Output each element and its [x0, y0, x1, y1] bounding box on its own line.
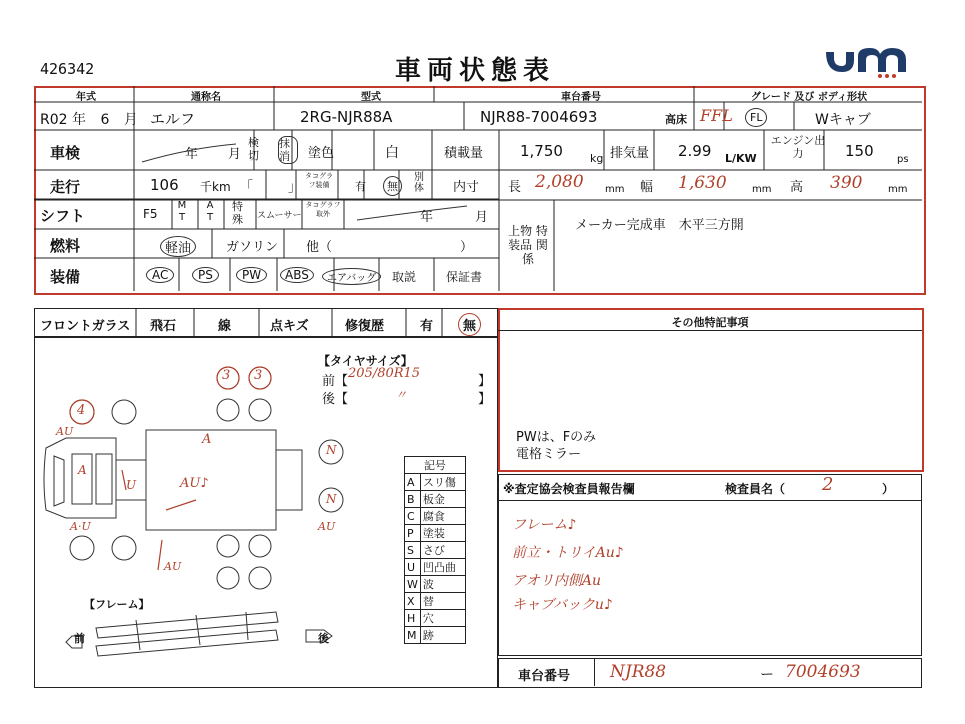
mileage-value: 106 — [150, 176, 179, 194]
bottom-chassis-dash: ー — [760, 667, 774, 683]
engine-output-label: エンジン出力 — [770, 134, 826, 160]
document-id: 426342 — [40, 60, 95, 78]
tacho-no: 無 — [383, 176, 402, 196]
legend-value: 板金 — [420, 491, 465, 508]
model-code: 2RG-NJR88A — [300, 108, 393, 126]
body-type: Wキャブ — [815, 112, 871, 128]
vehicle-name: エルフ — [150, 110, 196, 128]
mark-au-front-low: A·U — [70, 520, 91, 533]
bracket-left: 「 — [240, 180, 254, 195]
load-value: 1,750 — [520, 142, 563, 160]
tire-rear-close: 】 — [478, 392, 492, 407]
legend-key: B — [405, 491, 421, 508]
frame-rear: 後 — [318, 632, 329, 645]
report-line-4: キャブバックu♪ — [512, 597, 613, 613]
tire-front-value: 205/80R15 — [348, 366, 421, 381]
legend-key: M — [405, 627, 421, 644]
body-equipment-value: メーカー完成車 木平三方開 — [575, 218, 744, 233]
width-label: 幅 — [640, 180, 654, 195]
mark-a-1: A — [202, 432, 212, 447]
company-logo — [820, 40, 912, 82]
shift-at: A T — [206, 200, 214, 223]
page-title: 車両状態表 — [395, 56, 556, 86]
report-line-1: フレーム♪ — [512, 517, 577, 533]
paint-label: 塗色 — [308, 146, 335, 161]
legend-value: さび — [420, 542, 465, 559]
mark-three-2: 3 — [254, 368, 263, 383]
inspector-name-value: 2 — [822, 474, 834, 495]
month-label: 月 — [123, 112, 138, 128]
height-value: 390 — [830, 173, 863, 193]
legend-key: H — [405, 610, 421, 627]
length-label: 長 — [508, 180, 522, 195]
tacho-removed-label: タコグラフ 取外 — [305, 201, 341, 218]
engine-output-value: 150 — [845, 142, 874, 160]
displacement-label: 排気量 — [610, 146, 650, 161]
mark-a-2: A — [78, 463, 87, 477]
front-glass-repair: 修復歴 — [345, 319, 385, 334]
paint-value: 白 — [385, 145, 399, 161]
legend-value: スリ傷 — [420, 474, 465, 491]
tire-rear-label: 後【 — [322, 392, 349, 407]
legend-value: 塗装 — [420, 525, 465, 542]
equip-warranty: 保証書 — [446, 270, 483, 284]
equip-ac: AC — [146, 267, 174, 283]
bottom-chassis-divider — [594, 658, 595, 686]
legend-key: S — [405, 542, 421, 559]
legend-key: P — [405, 525, 421, 542]
tire-front-close: 】 — [478, 374, 492, 389]
legend-value: 穴 — [420, 610, 465, 627]
frame-label: 【フレーム】 — [84, 598, 150, 611]
load-unit: kg — [590, 152, 604, 165]
special-notes-divider — [498, 330, 922, 331]
koshou-label: 高床 — [665, 113, 687, 126]
fuel-diesel: 軽油 — [160, 236, 196, 257]
shaken-year: 年 — [185, 147, 199, 162]
special-notes-title: その他特記事項 — [671, 316, 749, 329]
inspector-report-box — [498, 474, 922, 656]
inspector-name-close: ） — [882, 482, 895, 496]
fuel-label: 燃料 — [50, 237, 81, 255]
bottom-chassis-label: 車台番号 — [518, 669, 571, 684]
bottom-chassis-val2: 7004693 — [785, 662, 861, 682]
month-value: 6 — [100, 112, 110, 128]
symbol-legend — [404, 456, 466, 644]
length-value: 2,080 — [535, 172, 584, 192]
legend-value: 替 — [420, 593, 465, 610]
front-glass-yes: 有 — [420, 319, 434, 334]
fuel-gasoline: ガソリン — [226, 240, 279, 255]
mileage-unit: 千km — [200, 180, 231, 194]
shift-label: シフト — [40, 207, 86, 225]
tire-rear-value: 〃 — [395, 388, 408, 402]
legend-value: 腐食 — [420, 508, 465, 525]
legend-value: 波 — [420, 576, 465, 593]
front-glass-no: 無 — [458, 313, 481, 336]
displacement-unit: L/KW — [725, 152, 757, 165]
bottom-chassis-val1: NJR88 — [610, 662, 667, 682]
tacho-yes: 有 — [355, 180, 366, 193]
fuel-other: 他（ — [306, 240, 333, 255]
equip-airbag: エアバッグ — [322, 268, 381, 285]
tacho-strike — [355, 200, 470, 230]
header-katashiki: 型式 — [361, 92, 381, 103]
mark-au-bed: AU♪ — [180, 476, 209, 491]
load-label: 積載量 — [444, 146, 484, 161]
shift-special: 特殊 — [232, 200, 243, 226]
shift-smoother: スムーサー — [257, 211, 302, 221]
mark-au-bottom: AU — [164, 560, 182, 573]
inspector-report-title: ※査定協会検査員報告欄 — [503, 482, 635, 496]
year-value: R02 — [40, 112, 68, 128]
height-label: 高 — [790, 180, 804, 195]
inner-size-label: 内寸 — [453, 180, 480, 195]
shaken-label: 車検 — [50, 144, 81, 162]
legend-value: 跡 — [420, 627, 465, 644]
year-label: 年 — [72, 112, 86, 128]
header-nenshiki: 年式 — [76, 92, 96, 103]
frame-front: 前 — [74, 632, 85, 645]
body-equipment-label: 上物 特装品 関係 — [508, 224, 548, 266]
special-note-line2: 電格ミラー — [516, 447, 582, 462]
tachograph-label: タコグラフ装備 — [305, 172, 333, 189]
legend-key: W — [405, 576, 421, 593]
front-glass-spot: 点キズ — [270, 319, 309, 334]
inspector-report-divider — [498, 500, 922, 501]
legend-key: U — [405, 559, 421, 576]
report-line-3: アオリ内側Au — [512, 573, 601, 589]
front-glass-label: フロントガラス — [40, 319, 131, 334]
mark-four: 4 — [77, 403, 86, 418]
equip-abs: ABS — [280, 267, 314, 283]
legend-value: 凹凸曲 — [420, 559, 465, 576]
tire-size-label: 【タイヤサイズ】 — [318, 354, 413, 368]
kengiri-label: 検切 — [248, 136, 259, 162]
tacho-year: 年 — [420, 210, 434, 225]
tacho-separate: 別体 — [414, 172, 424, 194]
legend-key: X — [405, 593, 421, 610]
legend-key: A — [405, 474, 421, 491]
equip-ps: PS — [192, 267, 219, 283]
mark-au-cab: AU — [56, 425, 74, 438]
engine-output-unit: ps — [897, 154, 909, 165]
fuel-other-close: ） — [460, 240, 474, 255]
header-chassis: 車台番号 — [561, 92, 601, 103]
grade-handwritten: FFL — [700, 106, 733, 125]
mark-au-rear: AU — [318, 520, 336, 533]
shaken-month: 月 — [228, 147, 242, 162]
legend-key: C — [405, 508, 421, 525]
width-value: 1,630 — [678, 173, 727, 193]
mark-n-2: N — [326, 492, 337, 506]
tacho-month: 月 — [475, 210, 489, 225]
mark-n-1: N — [326, 443, 337, 457]
tire-front-label: 前【 — [322, 374, 349, 389]
report-line-2: 前立・トリイAu♪ — [512, 545, 624, 561]
inspector-name-label: 検査員名（ — [725, 482, 786, 496]
equip-manual: 取説 — [392, 270, 417, 284]
shift-mt: M T — [177, 200, 187, 223]
equip-pw: PW — [236, 267, 267, 283]
width-unit: mm — [752, 184, 772, 195]
front-glass-chip: 飛石 — [150, 319, 177, 334]
grade-circle: FL — [745, 108, 767, 127]
bracket-right: 」 — [288, 180, 302, 195]
length-unit: mm — [605, 184, 625, 195]
massho-label: 抹消 — [278, 136, 298, 164]
front-glass-line: 線 — [218, 319, 232, 334]
special-note-line1: PWは、Fのみ — [516, 430, 597, 445]
mark-u: U — [126, 478, 137, 492]
chassis-number: NJR88-7004693 — [480, 108, 598, 126]
mark-three-1: 3 — [222, 368, 231, 383]
mileage-label: 走行 — [50, 178, 81, 196]
shift-f5: F5 — [143, 207, 158, 221]
header-grade: グレード 及び ボディ形状 — [750, 92, 868, 103]
height-unit: mm — [888, 184, 908, 195]
header-tsushomei: 通称名 — [191, 92, 221, 103]
displacement-value: 2.99 — [678, 142, 712, 160]
equipment-label: 装備 — [50, 268, 81, 286]
legend-title: 記号 — [405, 457, 466, 474]
